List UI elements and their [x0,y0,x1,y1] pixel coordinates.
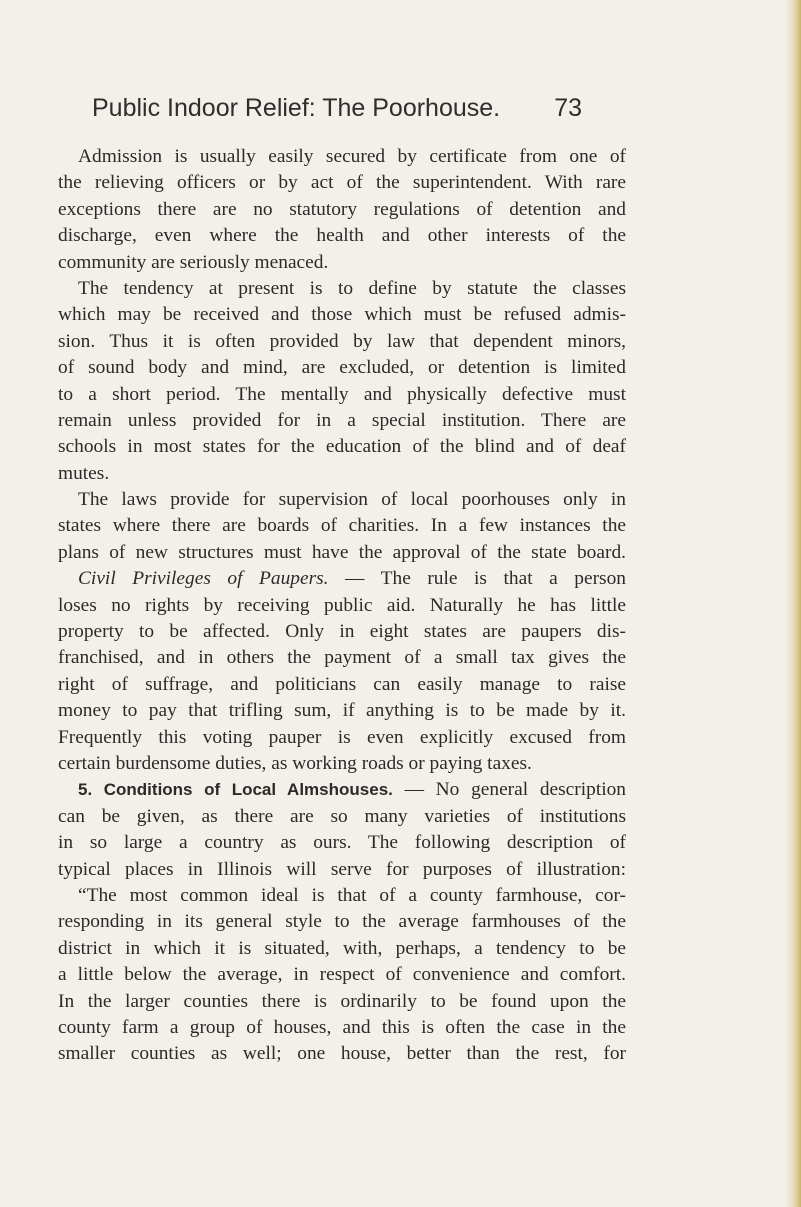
text-line: right of suffrage, and politicians can easily manage to raise [58,673,626,695]
text-line: responding in its general style to the average farmhouses of the [58,911,626,933]
text-line: Admission is usually easily secured by certificate from one of [78,146,626,167]
text-line: county farm a group of houses, and this is often the case in the [58,1016,626,1038]
text-line: certain burdensome duties, as working roads or paying taxes. [58,752,532,774]
text-line: sion. Thus it is often provided by law that dependent minors, [58,330,626,352]
text-line: states where there are boards of charities. In a few instances the [58,515,626,537]
text-line: The laws provide for supervision of local poorhouses only in [78,489,626,511]
page-number: 73 [554,94,582,122]
text-line [58,566,626,592]
running-head [92,94,582,138]
text-line: discharge, even where the health and other interests of the [58,225,626,247]
text-line: franchised, and in others the payment of a small tax gives the [58,647,626,669]
text-line: In the larger counties there is ordinarily to be found upon the [58,990,626,1012]
page-edge [785,0,801,1207]
text-line: mutes. [58,462,110,484]
text-line: district in which it is situated, with, perhaps, a tendency to be [58,937,626,959]
text-run: — The rule is that a person [328,568,626,590]
text-line: a little below the average, in respect of convenience and comfort. [58,964,626,986]
body-text [58,144,626,1068]
text-line: remain unless provided for in a special institution. There are [58,409,626,431]
text-line: of sound body and mind, are excluded, or detention is limited [58,357,626,379]
text-line: can be given, as there are so many varieties of institutions [58,805,626,827]
text-line: in so large a country as ours. The following description of [58,832,626,854]
text-line: smaller counties as well; one house, better than the rest, for [58,1043,626,1065]
text-line: property to be affected. Only in eight states are paupers dis- [58,621,626,643]
text-line: loses no rights by receiving public aid. Naturally he has little [58,594,626,616]
text-line: The tendency at present is to define by statute the classes [78,277,626,299]
text-line: “The most common ideal is that of a county farmhouse, cor- [78,884,626,906]
text-line: community are seriously menaced. [58,251,329,273]
text-line: exceptions there are no statutory regulations of detention and [58,198,626,220]
text-run: — No general description [392,779,626,801]
page-title: Public Indoor Relief: The Poorhouse. [92,94,501,122]
section-heading-conditions: 5. Conditions of Local Almshouses. [78,780,393,800]
text-line: typical places in Illinois will serve for purposes of illustration: [58,858,626,880]
text-line: which may be received and those which must be refused admis- [58,304,626,326]
text-line: plans of new structures must have the approval of the state board. [58,541,626,563]
text-line: Frequently this voting pauper is even explicitly excused from [58,726,626,748]
text-line: to a short period. The mentally and physically defective must [58,383,626,405]
text-line [58,777,626,803]
section-heading-civil-privileges: Civil Privileges of Paupers. [78,568,329,590]
text-line: schools in most states for the education of the blind and of deaf [58,436,626,458]
text-line: money to pay that trifling sum, if anything is to be made by it. [58,700,626,722]
text-line: the relieving officers or by act of the superintendent. With rare [58,172,626,194]
